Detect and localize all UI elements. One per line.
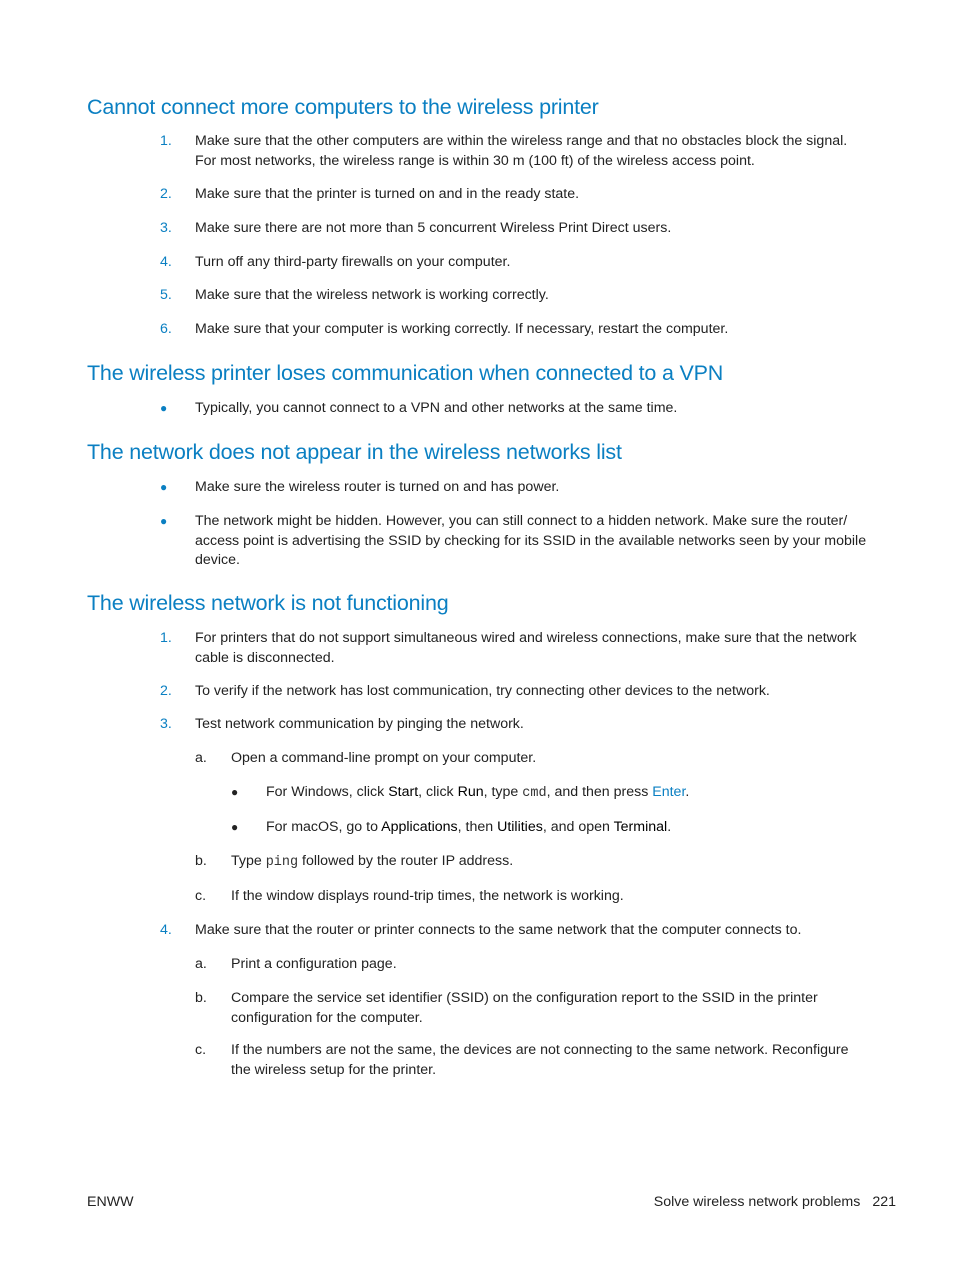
step-text: Make sure that the wireless network is working correctly.: [195, 287, 549, 303]
bullet-dot-icon: ●: [231, 820, 239, 834]
step-text: Make sure that the router or printer connects to the same network that the computer connects to.: [195, 922, 802, 938]
step-number: 4.: [160, 254, 172, 270]
step-number: 6.: [160, 321, 172, 337]
text-run: For Windows, click: [266, 784, 389, 800]
text-run: , click: [418, 784, 458, 800]
text-run: For macOS, go to: [266, 819, 382, 835]
bullet-dot-icon: ●: [160, 401, 168, 415]
substep-letter: b.: [195, 990, 207, 1006]
substep-text: If the numbers are not the same, the devices are not connecting to the same network. Reconfigure the wireless setup for the printer.: [231, 1042, 849, 1078]
footer-section: [654, 1193, 896, 1213]
step-number: 3.: [160, 220, 172, 236]
step-text: Turn off any third-party firewalls on your computer.: [195, 254, 511, 270]
text-run: .: [685, 784, 690, 800]
step-number: 2.: [160, 186, 172, 202]
footer-section-title: Solve wireless network problems: [653, 1194, 861, 1210]
step-text-line: Make sure that the other computers are within the wireless range and that no obstacles block the signal.: [195, 133, 848, 149]
step-text: For printers that do not support simultaneous wired and wireless connections, make sure that the network cable is disconnected.: [195, 630, 857, 666]
windows-instructions: [266, 783, 876, 804]
text-run: , then: [457, 819, 498, 835]
bullet-text: Make sure the wireless router is turned on and has power.: [195, 479, 560, 495]
step-text: Make sure there are not more than 5 concurrent Wireless Print Direct users.: [195, 220, 672, 236]
macos-instructions: [266, 818, 876, 838]
step-number: 4.: [160, 922, 172, 938]
text-run: followed by the router IP address.: [298, 853, 514, 869]
substep-text: Open a command-line prompt on your computer.: [231, 750, 537, 766]
step-number: 3.: [160, 716, 172, 732]
footer-label: ENWW: [87, 1194, 134, 1210]
section-heading-network-not-listed: The network does not appear in the wireless networks list: [87, 440, 622, 464]
ui-label-run: Run: [457, 784, 484, 800]
substep-letter: c.: [195, 1042, 207, 1058]
substep-letter: b.: [195, 853, 207, 869]
substep-letter: c.: [195, 888, 207, 904]
substep-text: [231, 852, 871, 873]
text-run: , and open: [542, 819, 614, 835]
ui-label-start: Start: [388, 784, 419, 800]
step-text: Test network communication by pinging the network.: [195, 716, 524, 732]
ui-label-applications: Applications: [381, 819, 458, 835]
step-text: To verify if the network has lost communication, try connecting other devices to the network.: [195, 683, 770, 699]
step-text-line: For most networks, the wireless range is within 30 m (100 ft) of the wireless access point.: [195, 152, 755, 169]
page-number: 221: [872, 1194, 896, 1210]
substep-text: Print a configuration page.: [231, 956, 397, 972]
code-ping: ping: [265, 855, 299, 870]
step-text: [195, 132, 880, 171]
ui-label-terminal: Terminal: [613, 819, 668, 835]
bullet-dot-icon: ●: [160, 480, 168, 494]
section-heading-vpn: The wireless printer loses communication when connected to a VPN: [87, 361, 724, 385]
substep-letter: a.: [195, 956, 207, 972]
substep-text: Compare the service set identifier (SSID) on the configuration report to the SSID in the printer configuration for the computer.: [231, 990, 818, 1026]
step-number: 1.: [160, 133, 172, 149]
substep-text: If the window displays round-trip times, the network is working.: [231, 888, 624, 904]
bullet-dot-icon: ●: [160, 514, 168, 528]
step-text: Make sure that the printer is turned on and in the ready state.: [195, 186, 580, 202]
text-run: , and then press: [546, 784, 653, 800]
text-run: .: [667, 819, 672, 835]
step-text: Make sure that your computer is working correctly. If necessary, restart the computer.: [195, 321, 729, 337]
key-enter: Enter: [652, 784, 686, 800]
step-number: 5.: [160, 287, 172, 303]
text-run: , type: [483, 784, 523, 800]
ui-label-utilities: Utilities: [497, 819, 543, 835]
bullet-text: The network might be hidden. However, you can still connect to a hidden network. Make sure the router/ access point is advertising the SSID by checking for its SSID in the available networks seen by your mobile device.: [195, 513, 867, 568]
substep-letter: a.: [195, 750, 207, 766]
step-number: 1.: [160, 630, 172, 646]
text-run: Type: [231, 853, 266, 869]
bullet-text: Typically, you cannot connect to a VPN and other networks at the same time.: [195, 400, 678, 416]
bullet-dot-icon: ●: [231, 785, 239, 799]
code-cmd: cmd: [522, 786, 547, 801]
step-number: 2.: [160, 683, 172, 699]
section-heading-more-computers: Cannot connect more computers to the wireless printer: [87, 95, 599, 119]
section-heading-not-functioning: The wireless network is not functioning: [87, 591, 449, 615]
